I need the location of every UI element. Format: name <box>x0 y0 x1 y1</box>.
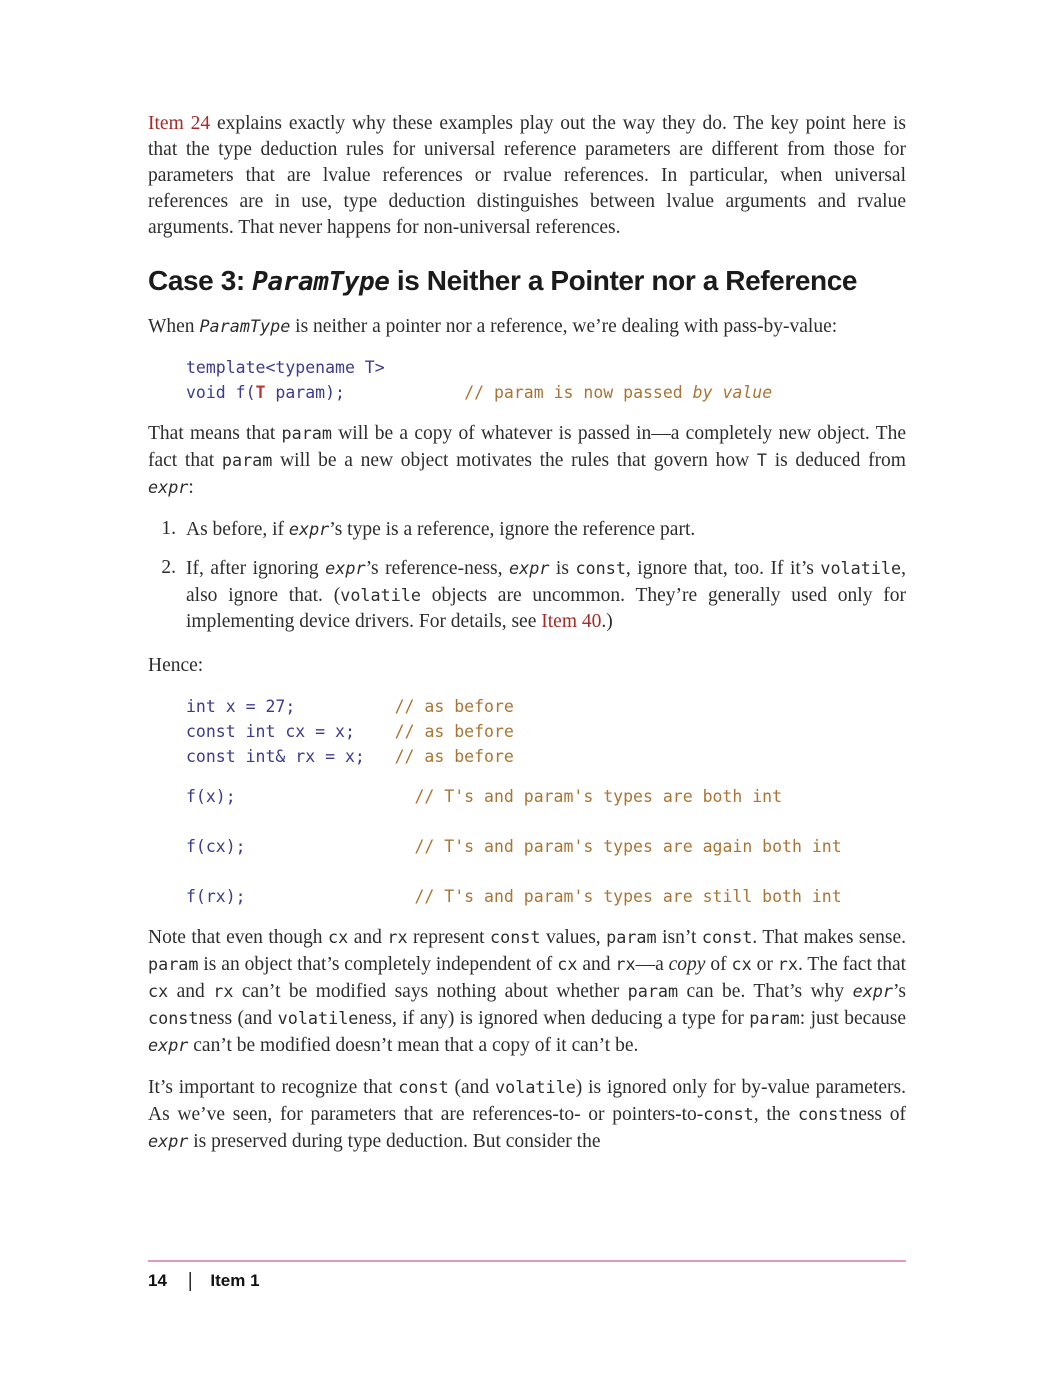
text-segment: volatile <box>495 1077 576 1097</box>
text-segment <box>246 887 415 906</box>
text-segment: param <box>627 981 679 1001</box>
text-segment: volatile <box>277 1008 359 1028</box>
text-segment: will be a copy of whatever is passed in—a completely new object. The fact that <box>148 423 906 471</box>
text-segment <box>186 862 196 881</box>
text-segment: const int& rx = x; <box>186 747 365 766</box>
text-segment <box>345 383 464 402</box>
text-segment: can’t be modified doesn’t mean that a copy of it can’t be. <box>188 1035 639 1056</box>
code-line <box>186 784 906 809</box>
text-segment: param <box>606 927 657 947</box>
text-segment: cx <box>328 927 349 947</box>
text-segment <box>295 697 394 716</box>
text-segment: expr <box>148 477 189 497</box>
text-segment: const int cx = x; <box>186 722 355 741</box>
text-segment: cx <box>148 981 169 1001</box>
code-line <box>186 809 906 834</box>
code-block-variables <box>186 694 906 769</box>
text-segment: will be a new object motivates the rules that govern how <box>272 450 757 471</box>
text-segment: It’s important to recognize that <box>148 1077 399 1098</box>
text-segment: or <box>751 954 778 975</box>
text-segment: // param is now passed <box>464 383 693 402</box>
code-line <box>186 719 906 744</box>
text-segment: rx <box>615 954 636 974</box>
text-segment: is <box>549 558 576 579</box>
code-line <box>186 834 906 859</box>
code-line <box>186 694 906 719</box>
text-segment: template<typename T> <box>186 358 385 377</box>
text-segment: is an object that’s completely independent of <box>198 954 558 975</box>
text-segment: When <box>148 316 200 337</box>
text-segment: —a <box>635 954 669 975</box>
item-reference-link[interactable]: Item 40 <box>541 611 602 632</box>
important-paragraph <box>148 1074 906 1155</box>
text-segment: cx <box>731 954 752 974</box>
text-segment: (and <box>448 1077 496 1098</box>
text-segment: expr <box>509 558 550 578</box>
list-item-text <box>186 516 906 543</box>
text-segment: T <box>255 383 266 402</box>
text-segment: expr <box>148 1131 189 1151</box>
page-footer <box>148 1260 906 1291</box>
list-item-text <box>186 555 906 635</box>
text-segment: volatile <box>340 585 421 605</box>
when-paragraph <box>148 313 906 340</box>
text-segment: ness of <box>848 1104 907 1125</box>
text-segment: const <box>797 1104 849 1124</box>
text-segment: can’t be modified says nothing about whether <box>233 981 628 1002</box>
text-segment: param); <box>265 383 345 402</box>
footer-rule <box>148 1260 906 1262</box>
page-number: 14 <box>148 1271 167 1290</box>
item-reference-link[interactable]: Item 24 <box>148 113 211 134</box>
code-block-calls <box>186 784 906 909</box>
text-segment: and <box>168 981 214 1002</box>
text-segment: rx <box>777 954 798 974</box>
text-segment <box>365 747 395 766</box>
text-segment: int x = 27; <box>186 697 296 716</box>
intro-paragraph <box>148 111 906 241</box>
text-segment: // as before <box>394 722 514 741</box>
deduction-rules-list <box>148 516 906 635</box>
text-segment: volatile <box>820 558 902 578</box>
text-segment: expr <box>148 1035 189 1055</box>
text-segment: const <box>398 1077 449 1097</box>
text-segment: ’s type is a reference, ignore the reference part. <box>329 519 696 540</box>
text-segment: copy <box>668 954 706 975</box>
text-segment: If, after ignoring <box>186 558 326 579</box>
text-segment: param <box>148 954 199 974</box>
text-segment <box>355 722 395 741</box>
text-segment: : just because <box>799 1008 906 1029</box>
text-segment: is preserved during type deduction. But consider the <box>188 1131 601 1152</box>
text-segment <box>236 787 415 806</box>
section-heading <box>148 265 906 298</box>
text-segment: As before, if <box>186 519 289 540</box>
text-segment: and <box>577 954 616 975</box>
text-segment: param <box>749 1008 800 1028</box>
text-segment: ness (and <box>198 1008 278 1029</box>
text-segment: const <box>701 927 753 947</box>
text-segment: ’s <box>892 981 906 1002</box>
text-segment: is deduced from <box>766 450 906 471</box>
list-item <box>148 516 906 543</box>
text-segment: f(cx); <box>186 837 246 856</box>
text-segment: expr <box>325 558 366 578</box>
text-segment: ParamType <box>199 316 291 336</box>
text-segment: That means that <box>148 423 282 444</box>
text-segment: const <box>703 1104 754 1124</box>
text-segment: by value <box>692 383 773 402</box>
text-segment: isn’t <box>656 927 702 948</box>
text-segment: explains exactly why these examples play out the way they do. The key point here is that the type deduction rules for universal reference parameters are different from those for parameters that are lvalue references or rvalue references. In particular, when universal references are in use, type deduction distinguishes between lvalue arguments and rvalue arguments. That never happens for non-universal references. <box>148 113 907 238</box>
text-segment: is neither a pointer nor a reference, we’re dealing with pass-by-value: <box>290 316 838 337</box>
text-segment: // T's and param's types are again both int <box>414 837 842 856</box>
note-paragraph <box>148 924 906 1059</box>
text-segment: ’s reference-ness, <box>365 558 510 579</box>
text-segment: const <box>148 1008 199 1028</box>
code-block-template <box>186 355 906 405</box>
text-segment: Hence: <box>148 655 204 676</box>
text-segment: param <box>221 450 273 470</box>
text-segment: // as before <box>394 697 514 716</box>
footer-row <box>148 1271 906 1291</box>
text-segment: values, <box>540 927 607 948</box>
code-line <box>186 355 906 380</box>
text-segment <box>186 812 196 831</box>
footer-section-label: Item 1 <box>210 1271 260 1290</box>
hence-paragraph <box>148 653 906 679</box>
text-segment: . The fact that <box>798 954 907 975</box>
text-segment: void f( <box>186 383 256 402</box>
text-segment: // as before <box>394 747 514 766</box>
text-segment: is Neither a Pointer nor a Reference <box>389 265 858 296</box>
text-segment: .) <box>601 611 613 632</box>
text-segment: ness, if any) is ignored when deducing a type for <box>358 1008 750 1029</box>
text-segment: : <box>188 477 194 498</box>
text-segment: can be. That’s why <box>678 981 853 1002</box>
text-segment: // T's and param's types are still both int <box>414 887 842 906</box>
text-segment: const <box>575 558 626 578</box>
text-segment: expr <box>288 519 330 539</box>
code-line <box>186 884 906 909</box>
code-line <box>186 744 906 769</box>
text-segment: expr <box>852 981 893 1001</box>
text-segment: rx <box>387 927 408 947</box>
text-segment: f(rx); <box>186 887 246 906</box>
text-segment: const <box>490 927 541 947</box>
text-segment: ) is ignored only for by-value parameters. As we’ve seen, for parameters that are references-to- or pointers-to- <box>148 1077 906 1125</box>
text-segment: Note that even though <box>148 927 329 948</box>
text-segment: represent <box>407 927 490 948</box>
text-segment: T <box>756 450 767 470</box>
content-column <box>148 111 906 1170</box>
text-segment: rx <box>213 981 234 1001</box>
text-segment: param <box>281 423 332 443</box>
text-segment <box>246 837 415 856</box>
text-segment: , ignore that, too. If it’s <box>625 558 821 579</box>
text-segment: and <box>348 927 388 948</box>
text-segment: // T's and param's types are both int <box>414 787 783 806</box>
list-item-number: 1. <box>161 518 176 539</box>
text-segment: , also ignore that. ( <box>186 558 906 606</box>
text-segment: of <box>705 954 732 975</box>
text-segment: . That makes sense. <box>752 927 907 948</box>
text-segment: Case 3: <box>148 265 253 296</box>
text-segment: f(x); <box>186 787 236 806</box>
text-segment: cx <box>557 954 578 974</box>
code-line <box>186 380 906 405</box>
footer-divider: | <box>188 1269 193 1292</box>
that-means-paragraph <box>148 420 906 501</box>
text-segment: ParamType <box>252 267 390 297</box>
text-segment: objects are uncommon. They’re generally used only for implementing device drivers. For details, see <box>186 585 907 632</box>
text-segment: , the <box>753 1104 798 1125</box>
list-item-number: 2. <box>161 557 176 578</box>
list-item <box>148 555 906 635</box>
code-line <box>186 859 906 884</box>
